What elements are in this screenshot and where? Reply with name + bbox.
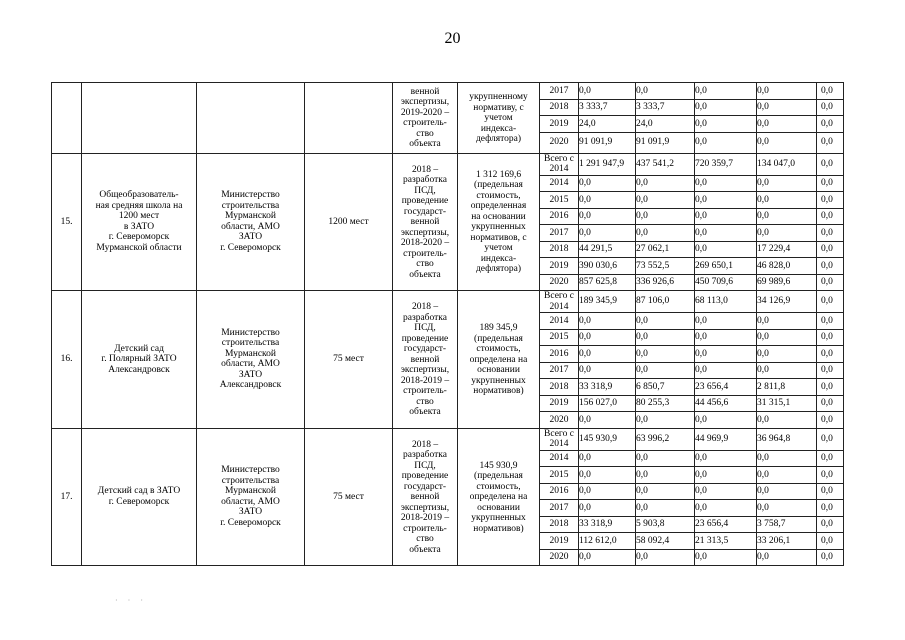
value-cell: 68 113,0 — [695, 291, 757, 313]
year-cell: Всего с 2014 — [540, 428, 579, 450]
value-cell: 0,0 — [636, 313, 695, 330]
value-cell: 145 930,9 — [579, 428, 636, 450]
value-cell: 0,0 — [579, 362, 636, 379]
value-cell: 0,0 — [695, 241, 757, 258]
value-cell: 0,0 — [695, 132, 757, 153]
value-cell: 0,0 — [695, 500, 757, 517]
value-cell: 0,0 — [579, 500, 636, 517]
value-cell: 269 650,1 — [695, 258, 757, 275]
cost-estimate-text: 1 312 169,6 (предельная стоимость, определенная на основании укрупненных нормативов, с учетом индекса- дефлятора) — [470, 169, 527, 275]
value-cell: 0,0 — [636, 483, 695, 500]
value-cell: 1 291 947,9 — [579, 153, 636, 175]
value-cell: 0,0 — [817, 116, 844, 133]
year-cell: 2018 — [540, 516, 579, 533]
year-cell: 2019 — [540, 395, 579, 412]
value-cell: 0,0 — [579, 549, 636, 566]
value-cell: 23 656,4 — [695, 379, 757, 396]
table-row — [52, 83, 844, 100]
value-cell: 0,0 — [817, 192, 844, 209]
year-cell: 2017 — [540, 225, 579, 242]
value-cell: 0,0 — [636, 225, 695, 242]
stage-description — [393, 428, 458, 566]
value-cell: 5 903,8 — [636, 516, 695, 533]
value-cell: 0,0 — [695, 192, 757, 209]
value-cell: 0,0 — [695, 116, 757, 133]
value-cell: 0,0 — [757, 450, 817, 467]
value-cell: 450 709,6 — [695, 274, 757, 291]
value-cell: 3 333,7 — [579, 99, 636, 116]
value-cell: 0,0 — [817, 395, 844, 412]
responsible-body: Министерство строительства Мурманской области, АМО ЗАТО Александровск — [197, 291, 305, 429]
value-cell: 189 345,9 — [579, 291, 636, 313]
year-cell: 2014 — [540, 175, 579, 192]
stage-description-text: 2018 – разработка ПСД, проведение государст- венной экспертизы, 2018-2020 – строитель- ство объекта — [400, 164, 450, 280]
year-cell: 2016 — [540, 346, 579, 363]
entry-number: 16. — [52, 291, 82, 429]
year-cell: 2017 — [540, 500, 579, 517]
value-cell: 46 828,0 — [757, 258, 817, 275]
value-cell: 34 126,9 — [757, 291, 817, 313]
cost-estimate-text: укрупненному нормативу, с учетом индекса- дефлятора) — [469, 92, 528, 144]
value-cell: 0,0 — [757, 83, 817, 100]
value-cell: 0,0 — [817, 329, 844, 346]
table-row — [52, 291, 844, 313]
value-cell: 0,0 — [757, 412, 817, 429]
value-cell: 0,0 — [695, 483, 757, 500]
year-cell: Всего с 2014 — [540, 291, 579, 313]
value-cell: 0,0 — [817, 412, 844, 429]
value-cell: 0,0 — [757, 192, 817, 209]
value-cell: 0,0 — [817, 258, 844, 275]
value-cell: 0,0 — [636, 362, 695, 379]
year-cell: 2018 — [540, 99, 579, 116]
value-cell: 0,0 — [695, 450, 757, 467]
cost-estimate-text: 145 930,9 (предельная стоимость, определена на основании укрупненных нормативов) — [469, 460, 528, 534]
table-row — [52, 428, 844, 450]
value-cell: 0,0 — [817, 153, 844, 175]
year-cell: 2015 — [540, 329, 579, 346]
year-cell: 2014 — [540, 313, 579, 330]
value-cell: 0,0 — [579, 346, 636, 363]
value-cell: 857 625,8 — [579, 274, 636, 291]
construction-objects-table — [51, 82, 844, 566]
value-cell: 0,0 — [757, 99, 817, 116]
entry-number — [52, 83, 82, 154]
value-cell: 0,0 — [579, 83, 636, 100]
value-cell: 0,0 — [817, 83, 844, 100]
entry-number: 17. — [52, 428, 82, 566]
stage-description-text: 2018 – разработка ПСД, проведение государст- венной экспертизы, 2018-2019 – строитель- ство объекта — [400, 302, 450, 417]
object-name: Детский сад г. Полярный ЗАТО Александровск — [82, 291, 197, 429]
value-cell: 44 291,5 — [579, 241, 636, 258]
value-cell: 63 996,2 — [636, 428, 695, 450]
value-cell: 0,0 — [817, 225, 844, 242]
value-cell: 0,0 — [579, 329, 636, 346]
value-cell: 134 047,0 — [757, 153, 817, 175]
year-cell: 2017 — [540, 362, 579, 379]
cost-estimate — [458, 428, 540, 566]
year-cell: 2018 — [540, 379, 579, 396]
year-cell: 2020 — [540, 412, 579, 429]
page-number: 20 — [444, 30, 461, 47]
value-cell: 0,0 — [757, 329, 817, 346]
value-cell: 0,0 — [817, 467, 844, 484]
year-cell: 2014 — [540, 450, 579, 467]
value-cell: 2 811,8 — [757, 379, 817, 396]
scan-artifact: · · · — [115, 596, 147, 605]
value-cell: 0,0 — [695, 467, 757, 484]
year-cell: 2019 — [540, 116, 579, 133]
value-cell: 0,0 — [695, 83, 757, 100]
responsible-body: Министерство строительства Мурманской области, АМО ЗАТО г. Североморск — [197, 153, 305, 291]
value-cell: 0,0 — [757, 467, 817, 484]
value-cell: 0,0 — [636, 467, 695, 484]
value-cell: 87 106,0 — [636, 291, 695, 313]
value-cell: 0,0 — [695, 362, 757, 379]
capacity — [305, 83, 393, 154]
value-cell: 0,0 — [817, 291, 844, 313]
year-cell: 2019 — [540, 533, 579, 550]
value-cell: 31 315,1 — [757, 395, 817, 412]
value-cell: 0,0 — [695, 412, 757, 429]
year-cell: Всего с 2014 — [540, 153, 579, 175]
value-cell: 0,0 — [636, 175, 695, 192]
year-cell: 2016 — [540, 208, 579, 225]
value-cell: 0,0 — [579, 412, 636, 429]
value-cell: 73 552,5 — [636, 258, 695, 275]
value-cell: 437 541,2 — [636, 153, 695, 175]
value-cell: 0,0 — [636, 450, 695, 467]
value-cell: 0,0 — [817, 450, 844, 467]
value-cell: 0,0 — [817, 99, 844, 116]
value-cell: 0,0 — [757, 208, 817, 225]
value-cell: 0,0 — [579, 450, 636, 467]
value-cell: 0,0 — [636, 208, 695, 225]
stage-description-text: венной экспертизы, 2019-2020 – строитель- ство объекта — [400, 86, 450, 150]
value-cell: 69 989,6 — [757, 274, 817, 291]
stage-description-text: 2018 – разработка ПСД, проведение государст- венной экспертизы, 2018-2019 – строитель- ство объекта — [400, 439, 450, 555]
value-cell: 0,0 — [579, 192, 636, 209]
value-cell: 3 758,7 — [757, 516, 817, 533]
value-cell: 91 091,9 — [579, 132, 636, 153]
value-cell: 0,0 — [579, 467, 636, 484]
value-cell: 0,0 — [695, 313, 757, 330]
value-cell: 0,0 — [695, 329, 757, 346]
value-cell: 33 206,1 — [757, 533, 817, 550]
value-cell: 0,0 — [817, 516, 844, 533]
cost-estimate — [458, 291, 540, 429]
responsible-body: Министерство строительства Мурманской области, АМО ЗАТО г. Североморск — [197, 428, 305, 566]
value-cell: 0,0 — [579, 483, 636, 500]
value-cell: 0,0 — [695, 175, 757, 192]
table-row — [52, 153, 844, 175]
capacity: 75 мест — [305, 291, 393, 429]
capacity: 1200 мест — [305, 153, 393, 291]
value-cell: 44 456,6 — [695, 395, 757, 412]
value-cell: 0,0 — [817, 379, 844, 396]
value-cell: 0,0 — [757, 483, 817, 500]
value-cell: 27 062,1 — [636, 241, 695, 258]
value-cell: 80 255,3 — [636, 395, 695, 412]
value-cell: 36 964,8 — [757, 428, 817, 450]
value-cell: 33 318,9 — [579, 379, 636, 396]
year-cell: 2015 — [540, 192, 579, 209]
value-cell: 0,0 — [636, 500, 695, 517]
value-cell: 0,0 — [757, 116, 817, 133]
year-cell: 2017 — [540, 83, 579, 100]
entry-number: 15. — [52, 153, 82, 291]
value-cell: 6 850,7 — [636, 379, 695, 396]
value-cell: 33 318,9 — [579, 516, 636, 533]
year-cell: 2020 — [540, 132, 579, 153]
object-name: Детский сад в ЗАТО г. Североморск — [82, 428, 197, 566]
value-cell: 0,0 — [636, 412, 695, 429]
value-cell: 0,0 — [817, 313, 844, 330]
value-cell: 24,0 — [579, 116, 636, 133]
cost-estimate — [458, 83, 540, 154]
value-cell: 0,0 — [817, 208, 844, 225]
value-cell: 0,0 — [817, 533, 844, 550]
year-cell: 2019 — [540, 258, 579, 275]
value-cell: 0,0 — [579, 313, 636, 330]
value-cell: 156 027,0 — [579, 395, 636, 412]
year-cell: 2018 — [540, 241, 579, 258]
value-cell: 0,0 — [636, 346, 695, 363]
value-cell: 0,0 — [579, 225, 636, 242]
year-cell: 2016 — [540, 483, 579, 500]
responsible-body — [197, 83, 305, 154]
value-cell: 17 229,4 — [757, 241, 817, 258]
value-cell: 58 092,4 — [636, 533, 695, 550]
capacity: 75 мест — [305, 428, 393, 566]
value-cell: 0,0 — [757, 500, 817, 517]
value-cell: 0,0 — [695, 208, 757, 225]
value-cell: 0,0 — [757, 313, 817, 330]
value-cell: 0,0 — [636, 549, 695, 566]
value-cell: 0,0 — [695, 549, 757, 566]
value-cell: 336 926,6 — [636, 274, 695, 291]
cost-estimate — [458, 153, 540, 291]
year-cell: 2020 — [540, 274, 579, 291]
value-cell: 0,0 — [695, 346, 757, 363]
value-cell: 0,0 — [817, 132, 844, 153]
value-cell: 390 030,6 — [579, 258, 636, 275]
value-cell: 0,0 — [817, 549, 844, 566]
value-cell: 0,0 — [579, 175, 636, 192]
stage-description — [393, 291, 458, 429]
stage-description — [393, 83, 458, 154]
value-cell: 720 359,7 — [695, 153, 757, 175]
year-cell: 2015 — [540, 467, 579, 484]
object-name — [82, 83, 197, 154]
value-cell: 0,0 — [757, 346, 817, 363]
value-cell: 3 333,7 — [636, 99, 695, 116]
value-cell: 91 091,9 — [636, 132, 695, 153]
value-cell: 23 656,4 — [695, 516, 757, 533]
value-cell: 0,0 — [817, 483, 844, 500]
value-cell: 0,0 — [817, 346, 844, 363]
value-cell: 44 969,9 — [695, 428, 757, 450]
value-cell: 0,0 — [636, 83, 695, 100]
value-cell: 0,0 — [579, 208, 636, 225]
value-cell: 0,0 — [817, 362, 844, 379]
value-cell: 0,0 — [757, 175, 817, 192]
value-cell: 0,0 — [695, 225, 757, 242]
value-cell: 0,0 — [636, 329, 695, 346]
value-cell: 0,0 — [817, 500, 844, 517]
object-name: Общеобразователь- ная средняя школа на 1200 мест в ЗАТО г. Североморск Мурманской области — [82, 153, 197, 291]
value-cell: 112 612,0 — [579, 533, 636, 550]
value-cell: 0,0 — [817, 241, 844, 258]
value-cell: 24,0 — [636, 116, 695, 133]
cost-estimate-text: 189 345,9 (предельная стоимость, определена на основании укрупненных нормативов) — [469, 323, 528, 396]
stage-description — [393, 153, 458, 291]
value-cell: 0,0 — [817, 274, 844, 291]
value-cell: 0,0 — [695, 99, 757, 116]
value-cell: 0,0 — [636, 192, 695, 209]
value-cell: 0,0 — [817, 175, 844, 192]
value-cell: 0,0 — [817, 428, 844, 450]
value-cell: 21 313,5 — [695, 533, 757, 550]
value-cell: 0,0 — [757, 362, 817, 379]
value-cell: 0,0 — [757, 549, 817, 566]
year-cell: 2020 — [540, 549, 579, 566]
value-cell: 0,0 — [757, 132, 817, 153]
value-cell: 0,0 — [757, 225, 817, 242]
